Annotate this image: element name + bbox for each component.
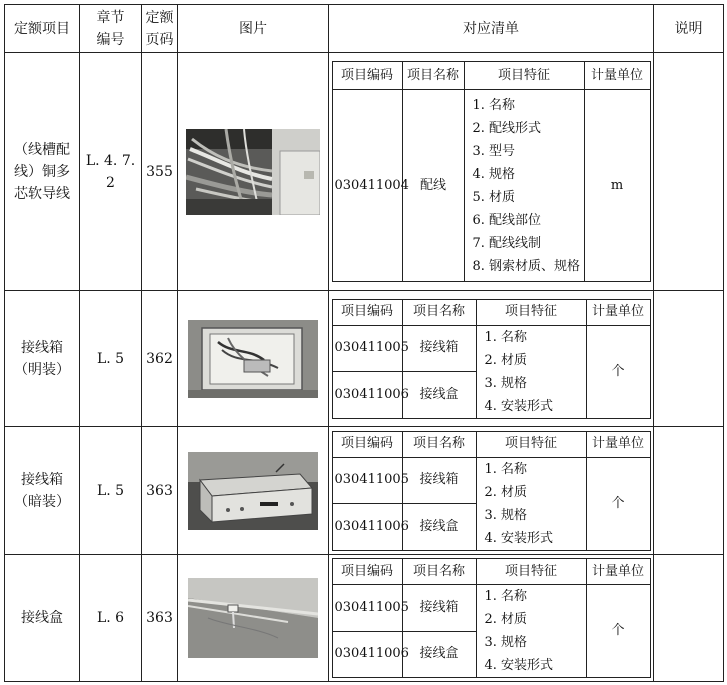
item-unit: 个 (586, 585, 650, 678)
item-code: 030411006 (332, 631, 402, 678)
inner-header-code: 项目编码 (332, 299, 402, 325)
inner-header-unit: 计量单位 (586, 299, 650, 325)
note-cell (654, 427, 724, 555)
inner-header-unit: 计量单位 (586, 559, 650, 585)
item-code: 030411006 (332, 372, 402, 419)
list-cell (329, 53, 654, 291)
table-row (5, 555, 724, 682)
item-code: 030411005 (332, 585, 402, 632)
header-chapter-line2: 编号 (96, 31, 125, 48)
quota-item-cell (5, 427, 80, 555)
chapter-cell: L. 5 (80, 291, 142, 427)
inner-header-code: 项目编码 (332, 62, 402, 90)
feature-line: 6. 配线部位 (472, 212, 542, 228)
quota-item-line: 线）铜多 (14, 163, 70, 180)
feature-line: 2. 配线形式 (472, 120, 542, 136)
item-name: 接线盒 (402, 372, 476, 419)
page-cell: 362 (142, 291, 178, 427)
feature-line: 1. 名称 (484, 329, 528, 345)
feature-line: 2. 材质 (484, 612, 528, 627)
concealed-junction-box-photo (188, 452, 318, 530)
header-chapter-line1: 章节 (96, 9, 125, 26)
note-cell (654, 53, 724, 291)
inner-header-row (332, 62, 650, 90)
header-note: 说明 (654, 5, 724, 53)
feature-line: 2. 材质 (484, 484, 528, 500)
surface-junction-box-photo (188, 320, 318, 398)
bill-item-row (332, 457, 650, 504)
bill-item-row (332, 325, 650, 372)
item-features (476, 457, 586, 550)
feature-line: 2. 材质 (484, 352, 528, 368)
quota-item-cell (5, 53, 80, 291)
feature-line: 1. 名称 (484, 589, 528, 604)
page-cell: 363 (142, 427, 178, 555)
image-cell (178, 291, 329, 427)
feature-line: 3. 规格 (484, 635, 528, 650)
inner-header-row (332, 431, 650, 457)
item-code: 030411006 (332, 504, 402, 551)
header-image: 图片 (178, 5, 329, 53)
wiring-trough-photo (186, 129, 320, 215)
page-cell: 355 (142, 53, 178, 291)
inner-header-name: 项目名称 (402, 559, 476, 585)
image-cell (178, 53, 329, 291)
table-row (5, 291, 724, 427)
list-cell (329, 427, 654, 555)
ceiling-junction-box-photo (188, 578, 318, 658)
inner-header-features: 项目特征 (476, 559, 586, 585)
item-features (476, 325, 586, 418)
quota-item-line: （暗装） (14, 493, 70, 510)
feature-line: 3. 规格 (484, 507, 528, 523)
feature-line: 1. 名称 (484, 461, 528, 477)
note-cell (654, 555, 724, 682)
quota-item-line: 芯软导线 (14, 185, 70, 202)
item-code: 030411005 (332, 325, 402, 372)
note-cell (654, 291, 724, 427)
feature-line: 1. 名称 (472, 97, 516, 113)
item-unit: 个 (586, 457, 650, 550)
feature-line: 4. 规格 (472, 166, 516, 182)
feature-line: 3. 规格 (484, 375, 528, 391)
feature-line: 3. 型号 (472, 143, 516, 159)
inner-header-code: 项目编码 (332, 431, 402, 457)
bill-item-row (332, 585, 650, 632)
quota-table (4, 4, 724, 682)
quota-item-line: 接线箱 (21, 471, 63, 488)
inner-header-row (332, 299, 650, 325)
item-name: 配线 (402, 90, 464, 282)
image-cell (178, 427, 329, 555)
header-quota-item: 定额项目 (5, 5, 80, 53)
header-page-line2: 页码 (145, 31, 174, 48)
image-cell (178, 555, 329, 682)
item-unit: m (584, 90, 650, 282)
inner-header-name: 项目名称 (402, 299, 476, 325)
feature-line: 4. 安装形式 (484, 530, 554, 546)
inner-header-row (332, 559, 650, 585)
table-row (5, 53, 724, 291)
chapter-cell: L. 4. 7. 2 (80, 53, 142, 291)
feature-line: 7. 配线线制 (472, 235, 542, 251)
quota-item-cell (5, 555, 80, 682)
inner-header-name: 项目名称 (402, 62, 464, 90)
bill-item-row (332, 90, 650, 282)
item-code: 030411005 (332, 457, 402, 504)
chapter-cell: L. 5 (80, 427, 142, 555)
inner-header-name: 项目名称 (402, 431, 476, 457)
inner-header-features: 项目特征 (464, 62, 584, 90)
header-page-line1: 定额 (145, 9, 174, 26)
inner-header-code: 项目编码 (332, 559, 402, 585)
document-page (4, 4, 723, 681)
inner-header-unit: 计量单位 (584, 62, 650, 90)
item-unit: 个 (586, 325, 650, 418)
table-row (5, 427, 724, 555)
item-name: 接线箱 (402, 585, 476, 632)
header-chapter (80, 5, 142, 53)
header-row (5, 5, 724, 53)
quota-item-line: 接线箱 (21, 339, 63, 356)
inner-header-features: 项目特征 (476, 299, 586, 325)
quota-item-line: （线槽配 (14, 141, 70, 158)
feature-line: 4. 安装形式 (484, 398, 554, 414)
quota-item-line: （明装） (14, 361, 70, 378)
item-name: 接线盒 (402, 504, 476, 551)
inner-header-unit: 计量单位 (586, 431, 650, 457)
chapter-cell: L. 6 (80, 555, 142, 682)
list-cell (329, 291, 654, 427)
feature-line: 5. 材质 (472, 189, 516, 205)
bill-item-table (332, 299, 651, 419)
header-page (142, 5, 178, 53)
list-cell (329, 555, 654, 682)
inner-header-features: 项目特征 (476, 431, 586, 457)
page-cell: 363 (142, 555, 178, 682)
item-features (464, 90, 584, 282)
bill-item-table (332, 61, 651, 282)
item-name: 接线盒 (402, 631, 476, 678)
quota-item-cell (5, 291, 80, 427)
item-code: 030411004 (332, 90, 402, 282)
bill-item-table (332, 431, 651, 551)
item-name: 接线箱 (402, 457, 476, 504)
item-features (476, 585, 586, 678)
quota-item-line: 接线盒 (21, 610, 63, 626)
feature-line: 4. 安装形式 (484, 658, 554, 673)
feature-line: 8. 钢索材质、规格 (472, 258, 581, 274)
header-list: 对应清单 (329, 5, 654, 53)
item-name: 接线箱 (402, 325, 476, 372)
bill-item-table (332, 558, 651, 678)
